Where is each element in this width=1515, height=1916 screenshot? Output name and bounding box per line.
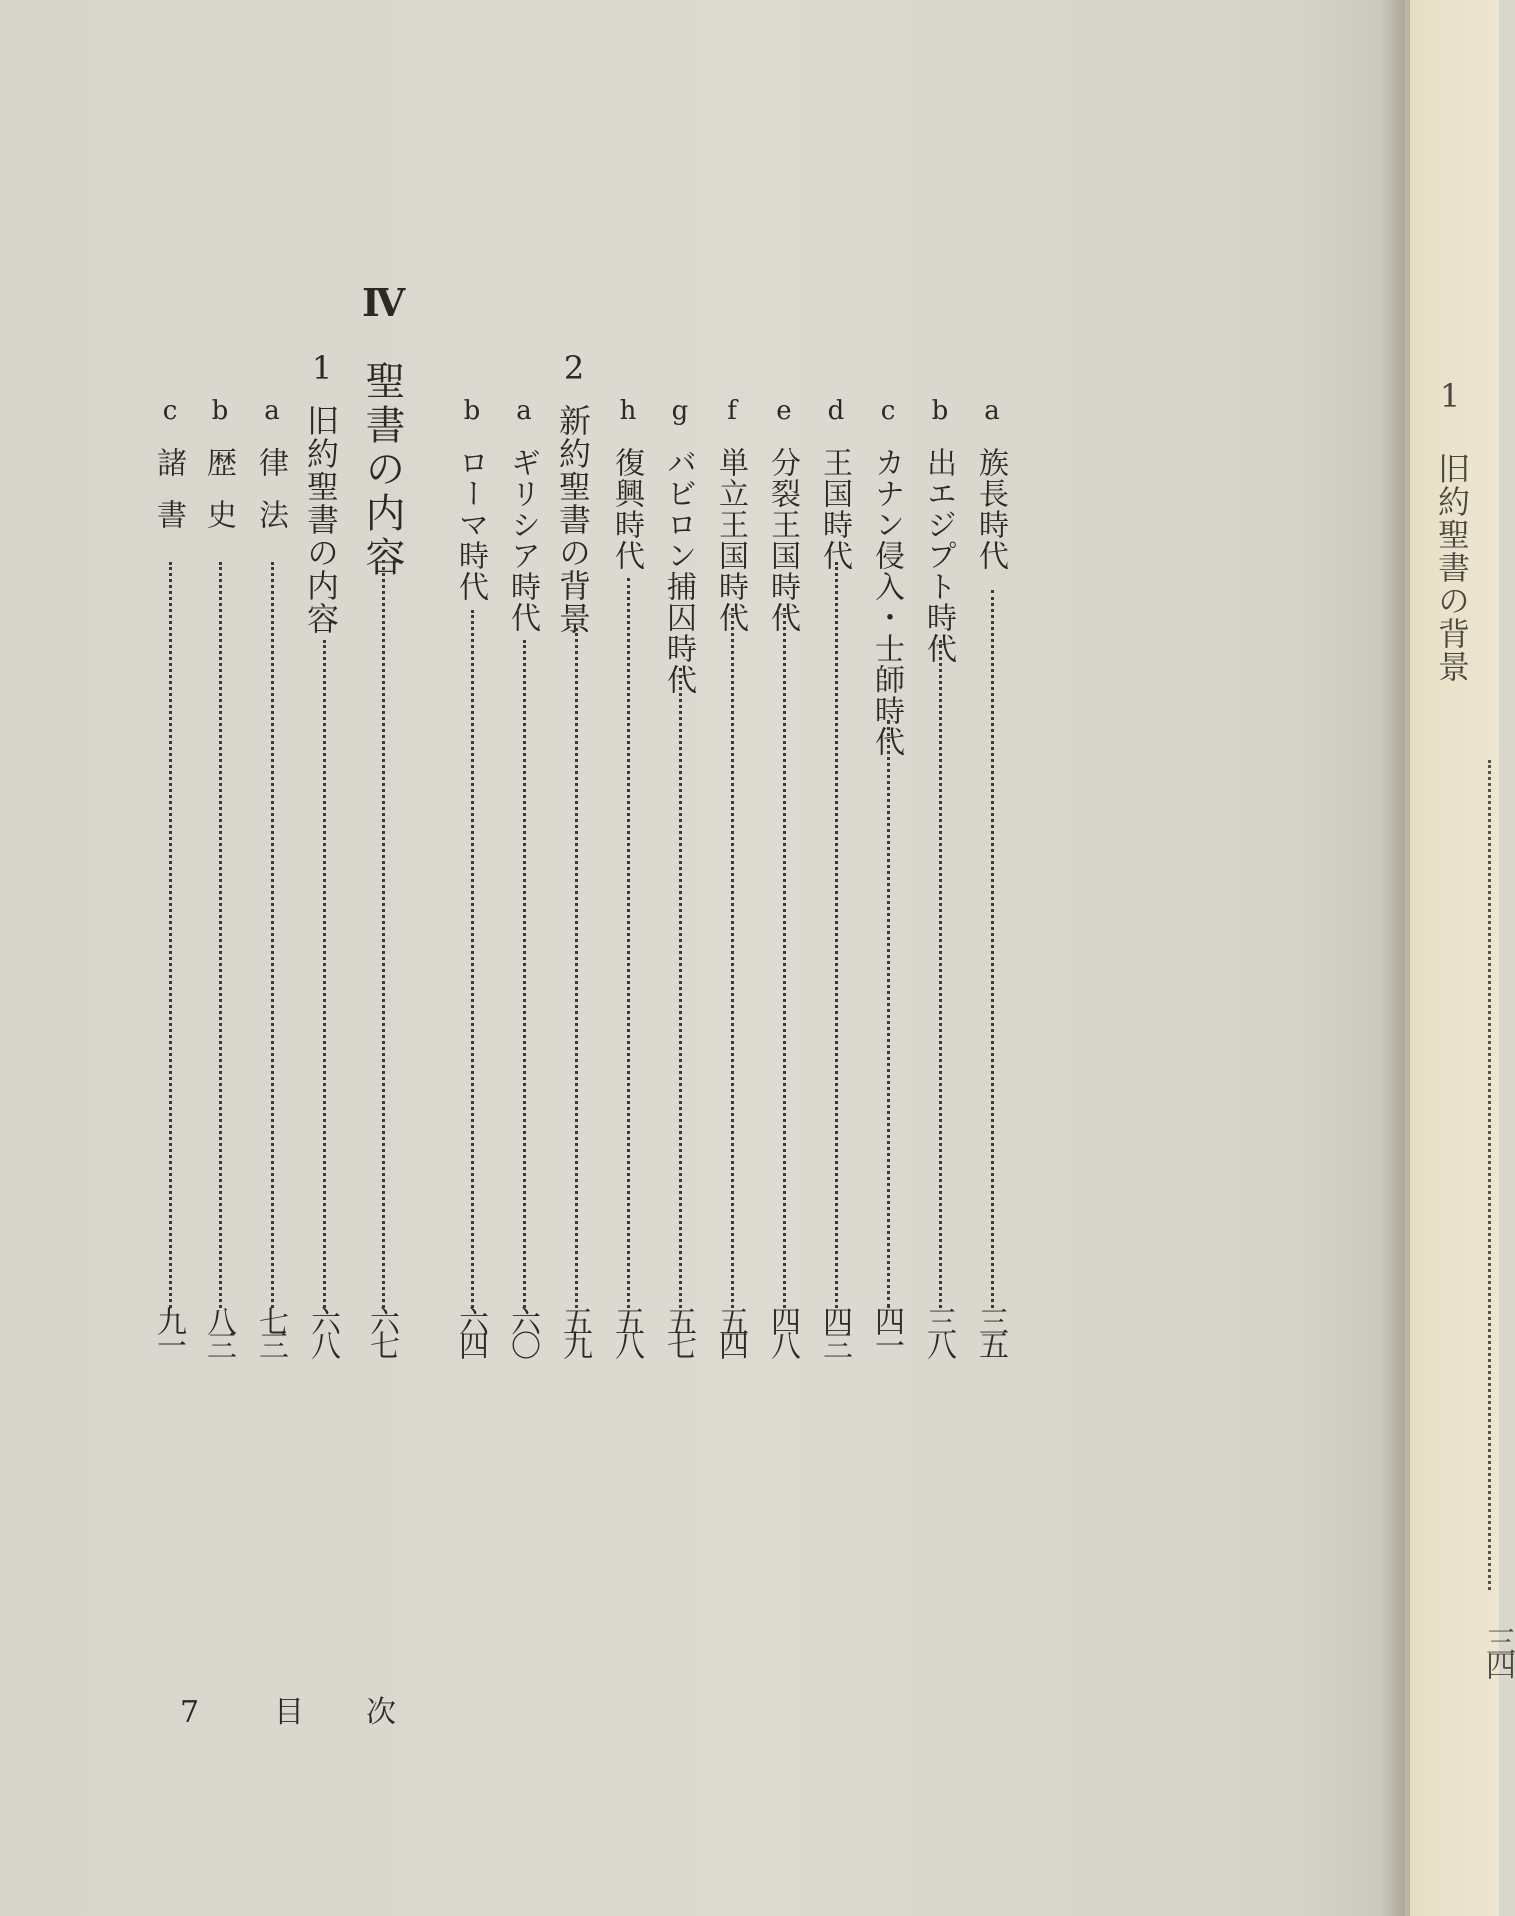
leader-dots [219, 562, 222, 1308]
leader-dots [169, 562, 172, 1308]
part-numeral: Ⅳ [362, 280, 406, 325]
item-title: ギリシア時代 [505, 447, 540, 633]
leader-dots [1488, 760, 1491, 1590]
item-title: バビロン捕囚時代 [661, 447, 696, 695]
leader-dots [382, 560, 385, 1308]
leader-dots [887, 720, 890, 1308]
facing-page [1410, 0, 1515, 1916]
item-page: 五七 [661, 1306, 696, 1354]
section-page: 五九 [557, 1306, 592, 1354]
section-number: 1 [311, 349, 333, 387]
part-page: 六七 [364, 1306, 399, 1354]
item-title: 分裂王国時代 [765, 447, 800, 633]
item-page: 四一 [869, 1306, 904, 1354]
page-gutter-shadow [1380, 0, 1412, 1916]
footer-label-1: 目 [274, 1695, 304, 1730]
item-letter: b [931, 396, 949, 426]
leader-dots [835, 562, 838, 1308]
item-page: 四八 [765, 1306, 800, 1354]
leader-dots [679, 668, 682, 1308]
section-title: 旧約聖書の内容 [302, 404, 340, 635]
item-letter: a [984, 396, 1000, 426]
item-letter: a [264, 396, 280, 426]
part-title: 聖書の内容 [359, 360, 405, 580]
item-page: 三八 [921, 1306, 956, 1354]
item-title: 歴史 [201, 447, 236, 551]
item-page: 六四 [453, 1306, 488, 1354]
leader-dots [627, 578, 630, 1308]
item-title: 単立王国時代 [713, 447, 748, 633]
leader-dots [523, 640, 526, 1308]
item-letter: b [211, 396, 229, 426]
leader-dots [783, 608, 786, 1308]
item-title: 律法 [253, 447, 288, 551]
section-number: 2 [563, 349, 585, 387]
item-title: 復興時代 [609, 447, 644, 571]
leader-dots [991, 590, 994, 1308]
item-letter: c [880, 396, 896, 426]
item-title: カナン侵入・士師時代 [869, 447, 904, 757]
leader-dots [575, 628, 578, 1308]
item-page: 九一 [151, 1306, 186, 1354]
leader-dots [731, 608, 734, 1308]
item-title: 出エジプト時代 [921, 447, 956, 664]
item-page: 七三 [253, 1306, 288, 1354]
item-letter: d [827, 396, 845, 426]
item-page: 六〇 [505, 1306, 540, 1354]
item-title: 王国時代 [817, 447, 852, 571]
item-letter: b [463, 396, 481, 426]
item-letter: h [619, 396, 637, 426]
facing-section-title: 旧約聖書の背景 [1433, 452, 1471, 683]
facing-section-number: 1 [1439, 377, 1461, 415]
footer-page-number: 7 [180, 1695, 200, 1730]
item-letter: g [671, 396, 689, 426]
item-title: ローマ時代 [453, 447, 488, 602]
item-letter: f [727, 396, 737, 426]
item-title: 諸書 [151, 447, 186, 551]
facing-section-page: 三四 [1480, 1626, 1515, 1674]
item-page: 四三 [817, 1306, 852, 1354]
item-letter: c [162, 396, 178, 426]
leader-dots [323, 640, 326, 1308]
leader-dots [471, 610, 474, 1308]
leader-dots [939, 640, 942, 1308]
leader-dots [271, 562, 274, 1308]
footer-label-2: 次 [366, 1695, 396, 1730]
item-page: 五四 [713, 1306, 748, 1354]
item-page: 三五 [973, 1306, 1008, 1354]
section-title: 新約聖書の背景 [554, 404, 592, 635]
section-page: 六八 [305, 1306, 340, 1354]
item-page: 五八 [609, 1306, 644, 1354]
item-title: 族長時代 [973, 447, 1008, 571]
item-page: 八三 [201, 1306, 236, 1354]
item-letter: e [776, 396, 792, 426]
item-letter: a [516, 396, 532, 426]
